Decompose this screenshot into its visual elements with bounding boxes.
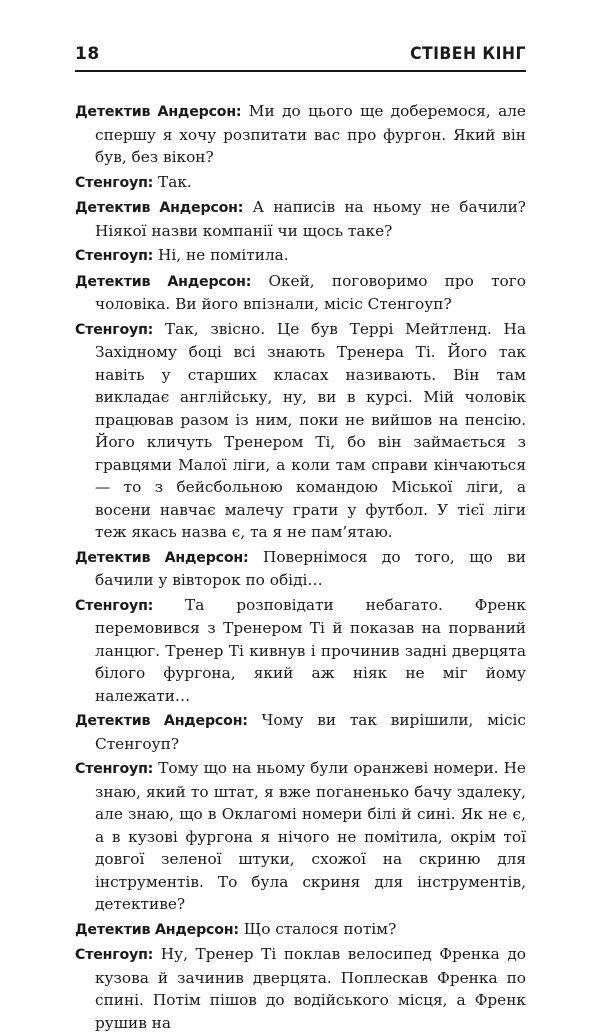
speaker-label: Стенгоуп:: [75, 174, 154, 191]
dialogue-line: [75, 244, 526, 268]
line-text: Окей, поговоримо про того чоловіка. Ви його впізнали, місіс Стенгоуп?: [95, 271, 526, 313]
dialogue-line: [75, 918, 526, 942]
speaker-label: Детектив Андерсон:: [75, 104, 242, 120]
speaker-label: Детектив Андерсон:: [75, 273, 252, 290]
line-text: Так.: [153, 172, 192, 191]
dialogue-line: [75, 546, 526, 592]
line-text: Ні, не помітила.: [153, 246, 289, 264]
line-text: Так, звісно. Це був Террі Мейтленд. На Західному боці всі знають Тренера Ті. Його так навіть у старших класах називають. Він там викладає англійську, ну, ви в курсі. Мій чоловік працював разом із ним, поки не вийшов на пенсію. Його кличуть Тренером Ті, бо він займається з гравцями Малої ліги, а коли там справи кінчаються — то з бейсбольною командою Міської ліги, а восени навчає малечу грати у футбол. У тієї ліги теж якась назва є, та я не пам’ятаю.: [95, 319, 526, 541]
speaker-label: Стенгоуп:: [75, 947, 154, 963]
line-text: А написів на ньому не бачили? Ніякої назви компанії чи щось таке?: [95, 198, 526, 240]
dialogue-line: [75, 594, 526, 708]
dialogue-line: [75, 757, 526, 916]
line-text: Та розповідати небагато. Френк перемовився з Тренером Ті й показав на порваний ланцюг. Тренер Ті кивнув і прочинив задні дверцята білого фургона, який аж ніяк не міг йому належати…: [95, 595, 526, 705]
dialogue-line: [75, 943, 526, 1034]
speaker-label: Детектив Андерсон:: [75, 713, 248, 729]
speaker-label: Детектив Андерсон:: [75, 549, 249, 566]
speaker-label: Детектив Андерсон:: [75, 921, 239, 938]
dialogue-text: [75, 100, 526, 1036]
speaker-label: Детектив Андерсон:: [75, 200, 244, 216]
dialogue-line: [75, 171, 526, 195]
line-text: Тому що на ньому були оранжеві номери. Не знаю, який то штат, я вже поганенько бачу здалеку, але знаю, що в Оклагомі номери білі й сині. Як не є, а в кузові фургона я нічого не помітила, окрім тої довгої зеленої штуки, схожої на скриню для інструментів. То була скриня для інструментів, детективе?: [95, 759, 526, 913]
line-text: Ми до цього ще доберемося, але спершу я хочу розпитати вас про фургон. Який він був, без вікон?: [95, 102, 526, 166]
running-title: СТІВЕН КІНГ: [410, 44, 526, 64]
speaker-label: Стенгоуп:: [75, 248, 154, 264]
line-text: Чому ви так вирішили, місіс Стенгоуп?: [95, 711, 526, 753]
dialogue-line: [75, 196, 526, 242]
page-header: [75, 44, 526, 72]
line-text: Повернімося до того, що ви бачили у вівторок по обіді…: [95, 547, 526, 589]
dialogue-line: [75, 709, 526, 755]
page-number: 18: [75, 44, 100, 64]
line-text: Що сталося потім?: [238, 919, 397, 938]
dialogue-line: [75, 100, 526, 169]
speaker-label: Стенгоуп:: [75, 597, 154, 614]
dialogue-line: [75, 270, 526, 316]
line-text: Ну, Тренер Ті поклав велосипед Френка до кузова й зачинив дверцята. Поплескав Френка по спині. Потім пішов до водійського місця, а Френк рушив на: [95, 945, 526, 1032]
speaker-label: Стенгоуп:: [75, 321, 154, 338]
speaker-label: Стенгоуп:: [75, 761, 154, 777]
dialogue-line: [75, 318, 526, 544]
